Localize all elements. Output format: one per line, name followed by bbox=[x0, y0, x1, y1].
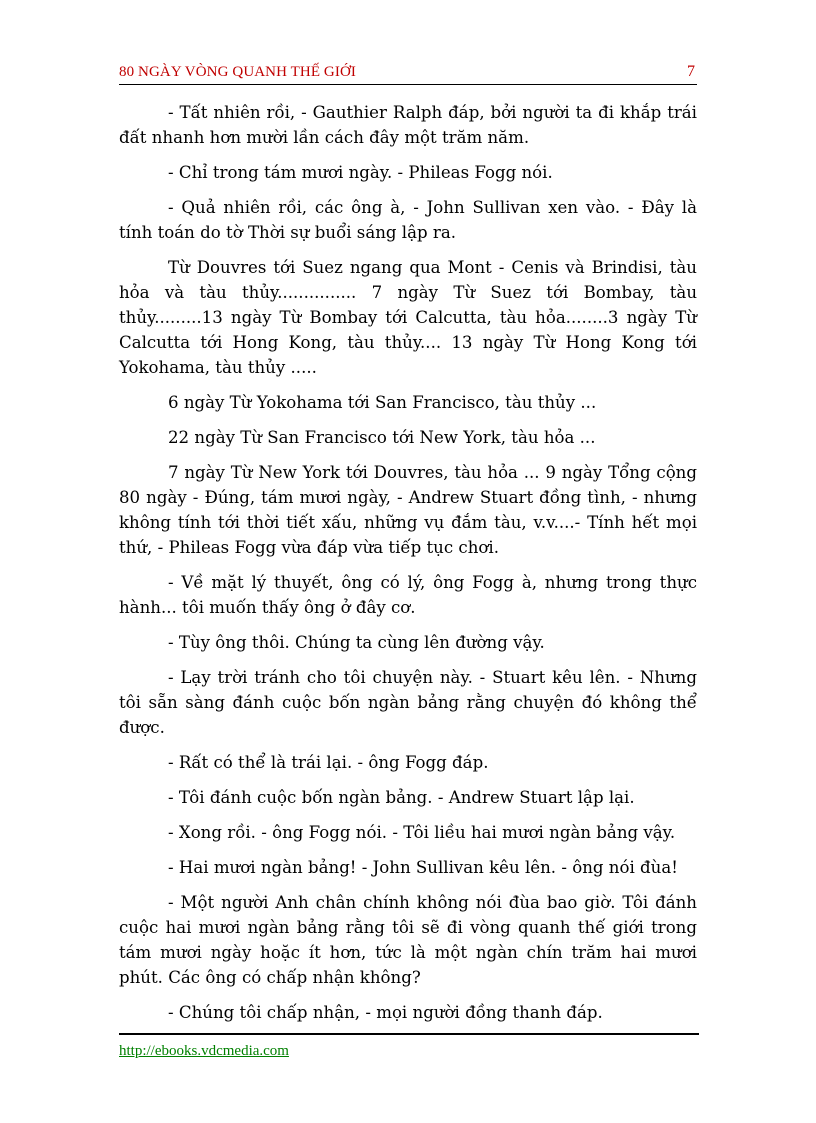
paragraph: - Xong rồi. - ông Fogg nói. - Tôi liều hai mươi ngàn bảng vậy. bbox=[168, 823, 676, 842]
paragraph: Từ Douvres tới Suez ngang qua Mont - Cenis và Brindisi, tàu hỏa và tàu thủy............... 7 ngày Từ Suez tới Bombay, tàu thủy.........13 ngày Từ Bombay tới Calcutta, tàu hỏa........3 ngày Từ Calcutta tới Hong Kong, tàu thủy.... 13 ngày Từ Hong Kong tới Yokohama, tàu thủy ..... bbox=[119, 258, 697, 377]
paragraph: - Chúng tôi chấp nhận, - mọi người đồng thanh đáp. bbox=[168, 1003, 603, 1022]
paragraph: - Tôi đánh cuộc bốn ngàn bảng. - Andrew Stuart lập lại. bbox=[168, 788, 635, 807]
page-number: 7 bbox=[687, 63, 695, 80]
paragraph: - Lạy trời tránh cho tôi chuyện này. - Stuart kêu lên. - Nhưng tôi sẵn sàng đánh cuộc bốn ngàn bảng rằng chuyện đó không thể được. bbox=[119, 668, 697, 737]
paragraph: - Hai mươi ngàn bảng! - John Sullivan kêu lên. - ông nói đùa! bbox=[168, 858, 678, 877]
paragraph: - Về mặt lý thuyết, ông có lý, ông Fogg à, nhưng trong thực hành... tôi muốn thấy ông ở đây cơ. bbox=[119, 573, 697, 617]
paragraph: 22 ngày Từ San Francisco tới New York, tàu hỏa ... bbox=[168, 428, 596, 447]
paragraph: - Tùy ông thôi. Chúng ta cùng lên đường vậy. bbox=[168, 633, 545, 652]
paragraph: 6 ngày Từ Yokohama tới San Francisco, tàu thủy ... bbox=[168, 393, 597, 412]
paragraph: 7 ngày Từ New York tới Douvres, tàu hỏa ... 9 ngày Tổng cộng 80 ngày - Đúng, tám mươi ngày, - Andrew Stuart đồng tình, - nhưng không tính tới thời tiết xấu, những vụ đắm tàu, v.v....- Tính hết mọi thứ, - Phileas Fogg vừa đáp vừa tiếp tục chơi. bbox=[119, 463, 697, 557]
paragraph: - Rất có thể là trái lại. - ông Fogg đáp. bbox=[168, 753, 489, 772]
paragraph: - Tất nhiên rồi, - Gauthier Ralph đáp, bởi người ta đi khắp trái đất nhanh hơn mười lần cách đây một trăm năm. bbox=[119, 103, 697, 147]
paragraph: - Một người Anh chân chính không nói đùa bao giờ. Tôi đánh cuộc hai mươi ngàn bảng rằng tôi sẽ đi vòng quanh thế giới trong tám mươi ngày hoặc ít hơn, tức là một ngàn chín trăm hai mươi phút. Các ông có chấp nhận không? bbox=[119, 893, 697, 987]
footer-url-link[interactable]: http://ebooks.vdcmedia.com bbox=[119, 1043, 289, 1059]
page-header bbox=[119, 62, 697, 85]
book-title: 80 NGÀY VÒNG QUANH THẾ GIỚI bbox=[119, 64, 356, 80]
footer-divider bbox=[119, 1033, 699, 1035]
paragraph: - Quả nhiên rồi, các ông à, - John Sullivan xen vào. - Đây là tính toán do tờ Thời sự buổi sáng lập ra. bbox=[119, 198, 697, 242]
paragraph: - Chỉ trong tám mươi ngày. - Phileas Fogg nói. bbox=[168, 163, 553, 182]
page-body bbox=[119, 100, 697, 1035]
